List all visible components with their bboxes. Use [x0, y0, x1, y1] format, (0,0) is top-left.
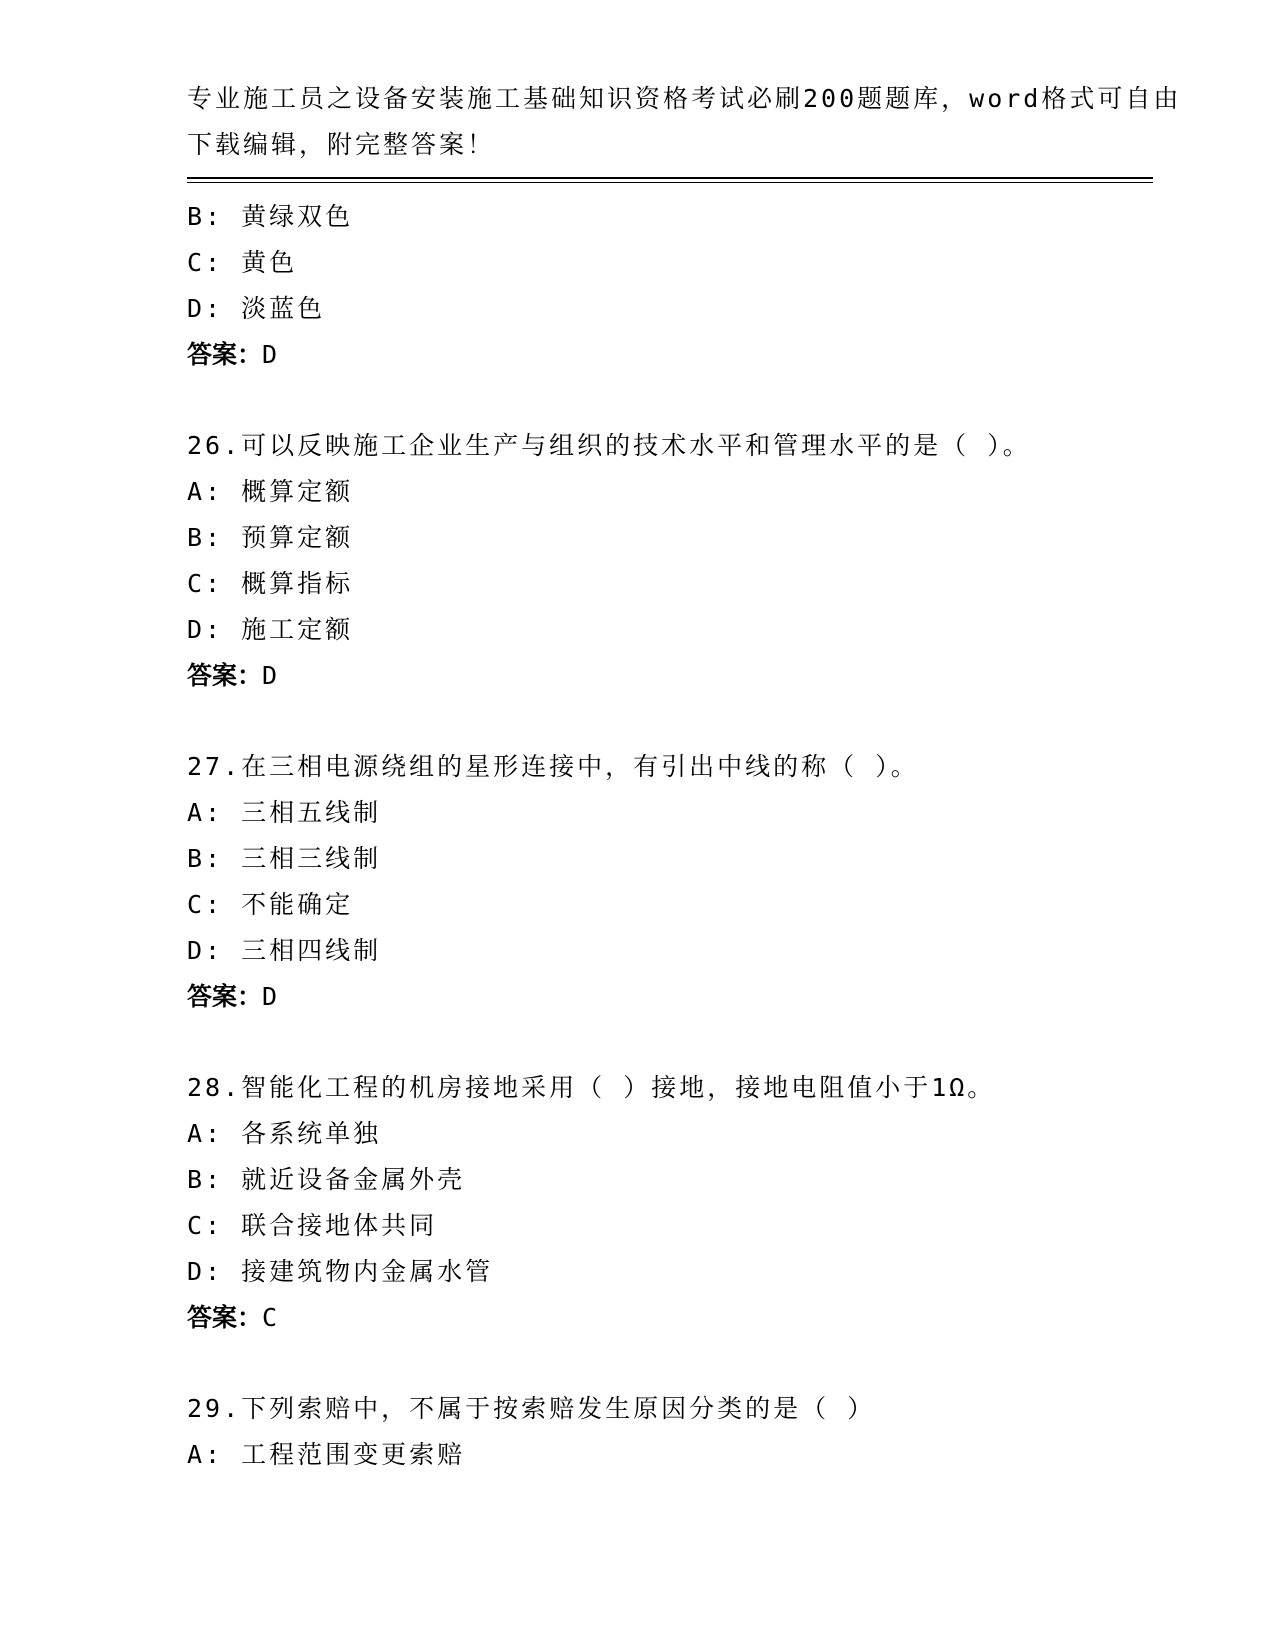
option-line: C: 黄色 — [187, 248, 298, 277]
question-text: 26.可以反映施工企业生产与组织的技术水平和管理水平的是（ ）。 — [187, 431, 1031, 460]
option-line: B: 黄绿双色 — [187, 202, 354, 231]
answer-value: D — [262, 661, 279, 690]
option-line: B: 预算定额 — [187, 523, 354, 552]
answer-label: 答案： — [187, 340, 263, 369]
option-line: D: 淡蓝色 — [187, 294, 326, 323]
answer-value: D — [262, 340, 279, 369]
document-header — [187, 76, 1182, 168]
question-text: 29.下列索赔中，不属于按索赔发生原因分类的是（ ） — [187, 1394, 876, 1423]
answer-label: 答案： — [187, 661, 263, 690]
question-block — [187, 744, 1153, 1020]
answer-line — [187, 1295, 1153, 1341]
header-divider-thick — [187, 177, 1153, 179]
answer-line — [187, 332, 1153, 378]
option-line: A: 各系统单独 — [187, 1119, 382, 1148]
answer-label: 答案： — [187, 1303, 263, 1332]
option-line: B: 就近设备金属外壳 — [187, 1165, 466, 1194]
answer-line — [187, 653, 1153, 699]
option-line: A: 三相五线制 — [187, 798, 382, 827]
question-text: 28.智能化工程的机房接地采用（ ）接地，接地电阻值小于1Ω。 — [187, 1073, 996, 1102]
question-block — [187, 194, 1153, 378]
option-line: A: 工程范围变更索赔 — [187, 1440, 466, 1469]
option-line: C: 不能确定 — [187, 890, 354, 919]
option-line: D: 施工定额 — [187, 615, 354, 644]
question-text: 27.在三相电源绕组的星形连接中，有引出中线的称（ ）。 — [187, 752, 919, 781]
question-block — [187, 1065, 1153, 1341]
option-line: B: 三相三线制 — [187, 844, 382, 873]
option-line: D: 三相四线制 — [187, 936, 382, 965]
answer-line — [187, 974, 1153, 1020]
question-list — [187, 194, 1153, 1523]
answer-label: 答案： — [187, 982, 263, 1011]
option-line: C: 概算指标 — [187, 569, 354, 598]
header-divider-thin — [187, 182, 1153, 183]
option-line: C: 联合接地体共同 — [187, 1211, 438, 1240]
answer-value: C — [262, 1303, 279, 1332]
question-block — [187, 1386, 1153, 1478]
option-line: D: 接建筑物内金属水管 — [187, 1257, 494, 1286]
header-line-1: 专业施工员之设备安装施工基础知识资格考试必刷200题题库，word格式可自由 — [187, 84, 1182, 113]
question-block — [187, 423, 1153, 699]
header-line-2: 下载编辑，附完整答案！ — [187, 130, 496, 159]
answer-value: D — [262, 982, 279, 1011]
option-line: A: 概算定额 — [187, 477, 354, 506]
